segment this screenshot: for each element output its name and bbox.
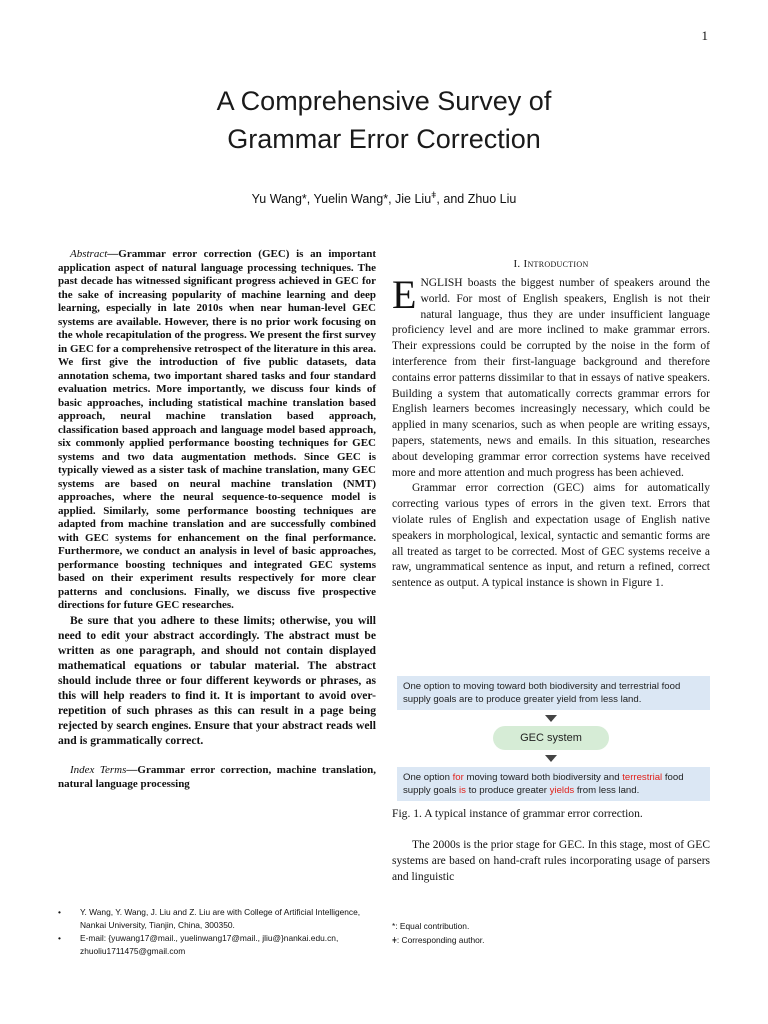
page-number: 1 — [701, 28, 708, 43]
abstract — [58, 248, 376, 613]
output-token: moving toward both biodiversity and — [463, 772, 623, 783]
section-heading — [392, 258, 710, 270]
figure-output-sentence — [397, 767, 710, 801]
footnote-item: • E-mail: {yuwang17@mail., yuelinwang17@mail., jliu@}nankai.edu.cn, zhuoliu1711475@gmail.com — [58, 933, 339, 956]
intro-paragraph-2: Grammar error correction (GEC) aims for automatically correcting various types of errors in the given text. Errors that violate rules of English and expectation usage of English native speakers in morphological, lexical, syntactic and semantic forms are all treated as target to be corrected. Most of GEC systems receive a raw, ungrammatical sentence as input, and return a refined, correct sentence as output. A typical instance is shown in Figure 1. — [392, 482, 710, 590]
output-token: from less land. — [574, 785, 640, 796]
contribution-footnotes — [392, 919, 710, 947]
authors-part-1: Yu Wang*, Yuelin Wang*, Jie Liu — [251, 192, 432, 207]
figure-1 — [397, 676, 710, 800]
corresponding-mark: ǂ — [431, 190, 437, 200]
right-column — [392, 258, 710, 592]
footnote-item: • Y. Wang, Y. Wang, J. Liu and Z. Liu are with College of Artificial Intelligence, Nankai University, Tianjin, China, 300350. — [58, 907, 361, 930]
author-list — [0, 190, 768, 206]
affiliation-footnotes — [58, 906, 388, 958]
index-terms-text: —Grammar error correction, machine translation, natural language processing — [58, 764, 376, 790]
abstract-label: Abstract — [70, 248, 108, 260]
arrow-down-icon — [545, 715, 557, 722]
footnote-corresponding-author: ǂ: Corresponding author. — [392, 935, 485, 945]
corrected-token: yields — [549, 785, 575, 796]
abstract-text: —Grammar error correction (GEC) is an important application aspect of natural language processing techniques. The past decade has witnessed significant progress achieved in GEC for the sake of increasing popularity of machine learning and deep learning, especially in late 2010s when near human-level GEC systems are available. However, there is no prior work focusing on the whole recapitulation of the progress. We present the first survey in GEC for a comprehensive retrospect of the literature in this area. We first give the introduction of five public datasets, data annotation schema, two important shared tasks and four standard evaluation metrics. More importantly, we discuss four kinds of basic approaches, including statistical machine translation based approach, neural machine translation based approach, classification based approach and language model based approach, six commonly applied performance boosting techniques for GEC systems and two data augmentation methods. Since GEC is typically viewed as a sister task of machine translation, many GEC systems are based on neural machine translation (NMT) approaches, where the neural sequence-to-sequence model is applied. Similarly, some performance boosting techniques are adapted from machine translation and are successfully combined with GEC systems for enhancement on the final performance. Furthermore, we conduct an analysis in level of basic approaches, performance boosting techniques and integrated GEC systems based on their experiment results respectively for more clear patterns and conclusions. Finally, we discuss five prospective directions for future GEC researches. — [58, 248, 376, 611]
figure-input-sentence: One option to moving toward both biodiversity and terrestrial food supply goals are to produce greater yield from less land. — [397, 676, 710, 710]
title-line-2: Grammar Error Correction — [227, 124, 541, 154]
output-token: to produce greater — [465, 785, 550, 796]
intro-para-1-text: boasts the biggest number of speakers around the world. For most of English speakers, English is not their natural language, thus they are under insufficient language proficiency level and are more inclined to make grammar errors. Their expressions could be corrupted by the noise in the form of interference from their first-language background and therefore contains error patterns dissimilar to that in essays of native speakers. Building a system that automatically corrects grammar errors for English learners becomes increasingly necessary, which could be applied in many scenarios, such as when people are writing essays, papers, statements, news and emails. In this situation, researches about developing grammar error correction systems have received more and more attention and much progress has been achieved. — [392, 277, 710, 479]
footnote-affiliation: Y. Wang, Y. Wang, J. Liu and Z. Liu are with College of Artificial Intelligence, Nankai University, Tianjin, China, 300350. — [80, 907, 361, 930]
corrected-token: is — [459, 785, 466, 796]
drop-cap: E — [392, 272, 417, 317]
intro-paragraph-3: The 2000s is the prior stage for GEC. In this stage, most of GEC systems are based on hand-craft rules incorporating usage of parsers and linguistic — [392, 839, 710, 883]
title-line-1: A Comprehensive Survey of — [216, 86, 552, 116]
footnote-equal-contribution: *: Equal contribution. — [392, 921, 470, 931]
footnote-email: E-mail: {yuwang17@mail., yuelinwang17@mail., jliu@}nankai.edu.cn, zhuoliu1711475@gmail.com — [80, 933, 339, 956]
index-terms — [58, 764, 376, 791]
authors-part-2: , and Zhuo Liu — [436, 192, 517, 207]
corrected-token: for — [452, 772, 464, 783]
gec-system-box: GEC system — [493, 726, 609, 750]
section-numeral: I. — [513, 258, 521, 270]
output-token: food supply goals — [403, 772, 684, 796]
section-title: Introduction — [523, 258, 589, 270]
paper-title — [0, 82, 768, 158]
output-token: One option — [403, 772, 453, 783]
intro-paragraph-1 — [392, 272, 710, 481]
right-column-continued — [392, 838, 710, 885]
abstract-guidelines: Be sure that you adhere to these limits; otherwise, you will need to edit your abstract accordingly. The abstract must be written as one paragraph, and should not contain displayed mathematical equations or tabular material. The abstract should include three or four different keywords or phrases, as this will help readers to find it. It is important to avoid over-repetition of such phrases as this can result in a page being rejected by search engines. Ensure that your abstract reads well and is grammatically correct. — [58, 613, 376, 748]
index-terms-label: Index Terms — [70, 764, 127, 777]
corrected-token: terrestrial — [622, 772, 663, 783]
left-column — [58, 248, 376, 802]
intro-first-word: NGLISH — [420, 277, 463, 289]
figure-caption: Fig. 1. A typical instance of grammar error correction. — [392, 807, 643, 820]
arrow-down-icon — [545, 755, 557, 762]
